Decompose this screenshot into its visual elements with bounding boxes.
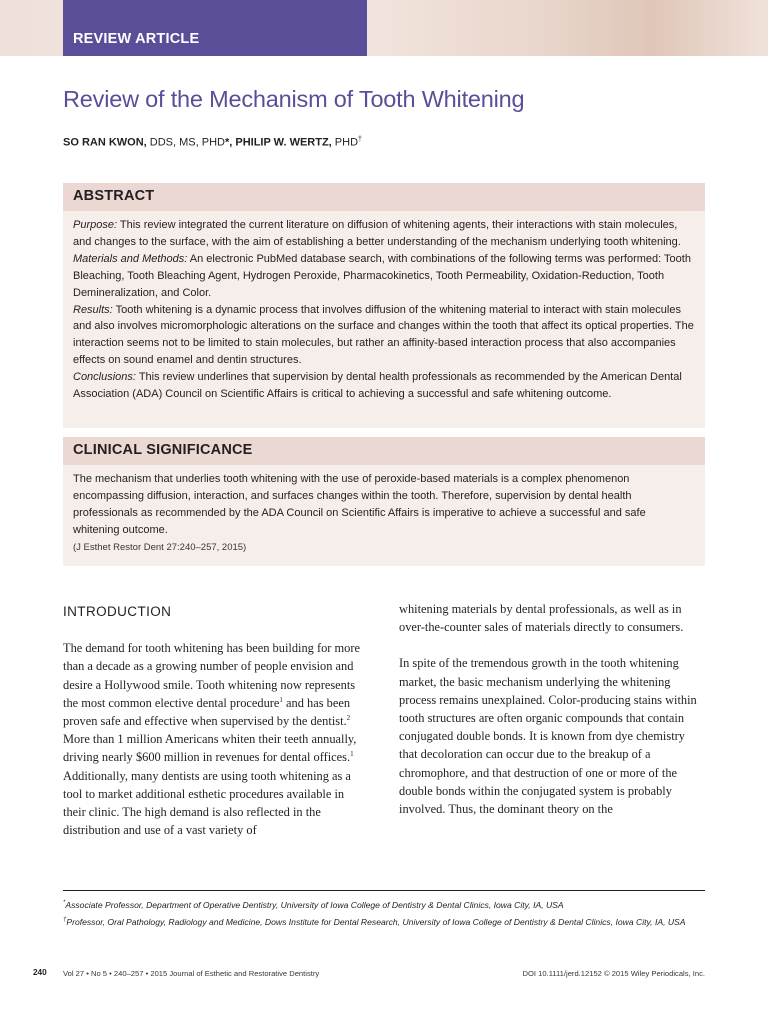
journal-info: Vol 27 • No 5 • 240–257 • 2015 Journal of Esthetic and Restorative Dentistry <box>63 969 320 978</box>
abstract-purpose <box>73 217 695 251</box>
results-label: Results: <box>73 303 113 316</box>
results-text: Tooth whitening is a dynamic process that involves diffusion of the whitening material to interact with stain molecules and also involves micromorphologic alterations on the surface and changes within the tooth that affect its optical properties. The interaction seems not to be limited to stain molecules, but rather an affinity-based interaction process that also accompanies effects on sound enamel and dentin structures. <box>73 303 694 367</box>
journal-citation: (J Esthet Restor Dent 27:240–257, 2015) <box>73 541 247 553</box>
header-banner <box>0 0 768 56</box>
article-type-label: REVIEW ARTICLE <box>73 31 200 47</box>
conclusions-label: Conclusions: <box>73 371 136 384</box>
abstract-results <box>73 302 695 370</box>
abstract-methods <box>73 251 695 302</box>
purpose-label: Purpose: <box>73 219 118 231</box>
conclusions-text: This review underlines that supervision by dental health professionals as recommended by the American Dental Association (ADA) Council on Scientific Affairs is critical to achieving a successful and safe whitening outcome. <box>73 371 682 401</box>
footnote-2-mark: † <box>63 916 67 923</box>
intro-p1-part-c: More than 1 million Americans whiten their teeth annually, driving nearly $600 million in revenues for dental offices. <box>63 732 357 765</box>
author-1-mark: *, <box>224 136 233 149</box>
author-1-name: SO RAN KWON, <box>63 136 147 149</box>
footnote-1-text: Associate Professor, Department of Operative Dentistry, University of Iowa College of Dentistry & Dental Clinics, Iowa City, IA, USA <box>65 899 564 910</box>
article-title: Review of the Mechanism of Tooth Whitening <box>63 86 525 112</box>
article-type-tag <box>63 0 367 56</box>
abstract-body <box>63 211 705 403</box>
clinical-body <box>63 465 705 555</box>
clinical-heading: CLINICAL SIGNIFICANCE <box>73 442 253 458</box>
author-1-degrees: DDS, MS, PHD <box>146 136 225 149</box>
abstract-box <box>63 183 705 428</box>
intro-p1-part-d: Additionally, many dentists are using tooth whitening as a tool to market additional esthetic procedures available in their clinic. The high demand is also reflected in the distribution and use of a vast variety of <box>63 768 351 838</box>
intro-p1-part-b: and has been proven safe and effective when supervised by the dentist. <box>63 695 351 729</box>
methods-label: Materials and Methods: <box>73 252 188 265</box>
page-number: 240 <box>33 968 47 977</box>
right-column <box>399 600 701 818</box>
page-footer <box>0 968 768 982</box>
clinical-header <box>63 437 705 465</box>
footnote-2 <box>63 913 723 930</box>
author-2-mark: † <box>358 136 362 143</box>
intro-paragraph-1 <box>63 639 365 839</box>
intro-p1-part-a: The demand for tooth whitening has been building for more than a decade as a growing number of people envision and desire a Hollywood smile. Tooth whitening now represents the most common elective dental procedure <box>63 641 360 710</box>
reference-1b: 1 <box>350 750 354 759</box>
footnote-1 <box>63 896 723 913</box>
abstract-conclusions <box>73 369 695 403</box>
left-column <box>63 598 365 839</box>
footnote-divider <box>63 890 705 891</box>
author-line <box>63 136 362 149</box>
abstract-header <box>63 183 705 211</box>
abstract-heading: ABSTRACT <box>73 188 155 204</box>
intro-paragraph-3: In spite of the tremendous growth in the tooth whitening market, the basic mechanism underlying the whitening process remains unexplained. Color-producing stains within tooth structures are often organic compounds that contain conjugated double bonds. It is known from dye chemistry that decoloration can occur due to the breakup of a chromophore, and that destruction of one or more of the double bonds within the conjugated system is probably involved. Thus, the dominant theory on the <box>399 656 697 817</box>
purpose-text: This review integrated the current literature on diffusion of whitening agents, their interactions with stain molecules, and changes to the surface, with the aim of establishing a better understanding of the mechanism underlying tooth whitening. <box>73 219 681 248</box>
section-heading-introduction: INTRODUCTION <box>63 604 172 619</box>
reference-1: 1 <box>279 695 283 704</box>
footnotes <box>63 896 723 930</box>
author-2-degrees: PHD <box>331 136 359 149</box>
intro-paragraph-2: whitening materials by dental professionals, as well as in over-the-counter sales of materials directly to consumers. <box>399 602 684 635</box>
author-2-name: PHILIP W. WERTZ, <box>232 136 332 149</box>
footnote-2-text: Professor, Oral Pathology, Radiology and Medicine, Dows Institute for Dental Research, University of Iowa College of Dentistry & Dental Clinics, Iowa City, IA, USA <box>66 916 686 927</box>
reference-2: 2 <box>346 713 351 722</box>
clinical-significance-box <box>63 437 705 566</box>
clinical-text: The mechanism that underlies tooth whitening with the use of peroxide-based materials is a complex phenomenon encompassing diffusion, interaction, and surfaces changes within the tooth. Therefore, supervision by dental health professionals as recommended by the ADA Council on Scientific Affairs is imperative to achieve a successful and safe whitening outcome. <box>73 473 646 536</box>
footnote-1-mark: * <box>63 900 66 906</box>
doi-copyright: DOI 10.1111/jerd.12152 © 2015 Wiley Periodicals, Inc. <box>522 969 705 978</box>
methods-text: An electronic PubMed database search, with combinations of the following terms was performed: Tooth Bleaching, Tooth Bleaching Agent, Hydrogen Peroxide, Pharmacokinetics, Tooth Permeability, Oxidation-Reduction, Tooth Demineralization, and Color. <box>73 252 691 299</box>
